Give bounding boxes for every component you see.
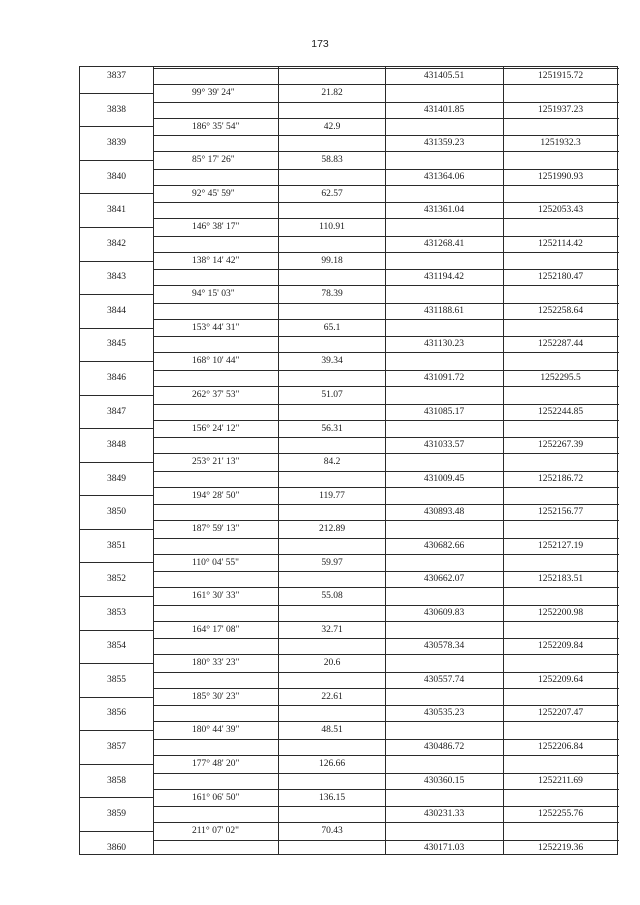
segment-distance: 51.07 — [321, 389, 343, 400]
bearing-angle: 180° 44' 39" — [192, 725, 240, 736]
row-rule — [80, 730, 153, 731]
x-coordinate: 431194.42 — [423, 272, 465, 283]
y-coordinate: 1252180.47 — [537, 272, 584, 283]
row-rule — [153, 252, 619, 253]
row-rule — [153, 571, 619, 572]
y-coordinate: 1251932.3 — [540, 138, 581, 149]
y-coordinate: 1252244.85 — [537, 406, 584, 417]
x-coordinate: 431033.57 — [423, 440, 465, 451]
y-coordinate: 1252255.76 — [537, 809, 584, 820]
row-rule — [153, 487, 619, 488]
row-rule — [80, 126, 153, 127]
row-rule — [80, 663, 153, 664]
y-coordinate: 1251915.72 — [537, 71, 584, 81]
bearing-angle: 186° 35' 54" — [192, 121, 240, 132]
point-number: 3841 — [107, 205, 126, 216]
bearing-angle: 94° 15' 03" — [192, 289, 235, 300]
row-rule — [153, 218, 619, 219]
x-coordinate: 430486.72 — [423, 742, 465, 752]
x-coordinate: 431085.17 — [423, 406, 465, 417]
x-coordinate: 430609.83 — [423, 607, 465, 618]
x-coordinate: 430893.48 — [423, 507, 465, 518]
row-rule — [153, 102, 619, 103]
y-coordinate: 1252258.64 — [537, 305, 584, 316]
row-rule — [153, 352, 619, 353]
point-number: 3860 — [107, 842, 126, 853]
segment-distance: 126.66 — [318, 759, 346, 769]
row-rule — [153, 269, 619, 270]
x-coordinate: 431364.06 — [423, 171, 465, 182]
segment-distance: 42.9 — [323, 121, 341, 132]
row-rule — [80, 160, 153, 161]
x-coordinate: 431091.72 — [423, 372, 465, 383]
segment-distance: 70.43 — [321, 826, 343, 837]
point-number: 3853 — [107, 607, 126, 618]
row-rule — [153, 285, 619, 286]
bearing-angle: 110° 04' 55" — [192, 557, 240, 568]
row-rule — [153, 806, 619, 807]
row-rule — [153, 654, 619, 655]
row-rule — [153, 135, 619, 136]
point-number: 3844 — [107, 305, 126, 316]
row-rule — [153, 336, 619, 337]
bearing-angle: 164° 17' 08" — [192, 624, 240, 635]
segment-distance: 65.1 — [323, 322, 341, 333]
segment-distance: 22.61 — [321, 691, 343, 702]
bearing-angle: 161° 30' 33" — [192, 591, 240, 602]
segment-distance: 20.6 — [323, 658, 341, 669]
row-rule — [80, 93, 153, 94]
bearing-angle: 161° 06' 50" — [192, 792, 240, 803]
y-coordinate: 1252127.19 — [537, 540, 584, 551]
segment-distance: 84.2 — [323, 457, 341, 468]
row-rule — [80, 697, 153, 698]
row-rule — [153, 319, 619, 320]
point-number: 3842 — [107, 238, 126, 249]
bearing-angle: 194° 28' 50" — [192, 490, 240, 501]
row-rule — [80, 529, 153, 530]
row-rule — [80, 596, 153, 597]
x-coordinate: 430662.07 — [423, 574, 465, 585]
row-rule — [153, 621, 619, 622]
y-coordinate: 1252209.84 — [537, 641, 584, 652]
x-coordinate: 431401.85 — [423, 104, 465, 115]
y-coordinate: 1252295.5 — [540, 372, 581, 383]
bearing-angle: 153° 44' 31" — [192, 322, 240, 333]
row-rule — [153, 118, 619, 119]
bearing-angle: 99° 39' 24" — [192, 88, 235, 98]
x-coordinate: 430231.33 — [423, 809, 465, 820]
row-rule — [153, 303, 619, 304]
segment-distance: 21.82 — [321, 88, 343, 98]
row-rule — [80, 395, 153, 396]
bearing-angle: 85° 17' 26" — [192, 155, 235, 166]
row-rule — [153, 471, 619, 472]
point-number: 3837 — [107, 71, 126, 81]
y-coordinate: 1252206.84 — [537, 742, 584, 752]
y-coordinate: 1251937.23 — [537, 104, 584, 115]
y-coordinate: 1252219.36 — [537, 842, 584, 853]
segment-distance: 62.57 — [321, 188, 343, 199]
y-coordinate: 1252211.69 — [538, 775, 583, 786]
segment-distance: 99.18 — [321, 255, 343, 266]
point-number: 3845 — [107, 339, 126, 350]
point-number: 3848 — [107, 440, 126, 451]
bearing-angle: 185° 30' 23" — [192, 691, 240, 702]
y-coordinate: 1252186.72 — [537, 473, 584, 484]
bearing-angle: 262° 37' 53" — [192, 389, 240, 400]
row-rule — [153, 840, 619, 841]
row-rule — [153, 84, 619, 85]
segment-distance: 78.39 — [321, 289, 343, 300]
row-rule — [153, 420, 619, 421]
row-rule — [153, 672, 619, 673]
y-coordinate: 1252200.98 — [537, 607, 584, 618]
row-rule — [153, 688, 619, 689]
row-rule — [153, 520, 619, 521]
segment-distance: 55.08 — [321, 591, 343, 602]
row-rule — [153, 705, 619, 706]
row-rule — [153, 404, 619, 405]
row-rule — [153, 755, 619, 756]
x-coordinate: 430578.34 — [423, 641, 465, 652]
point-number: 3839 — [107, 138, 126, 149]
x-coordinate: 431268.41 — [423, 238, 465, 249]
segment-distance: 32.71 — [321, 624, 343, 635]
row-rule — [153, 169, 619, 170]
y-coordinate: 1252287.44 — [537, 339, 584, 350]
row-rule — [153, 721, 619, 722]
point-number: 3854 — [107, 641, 126, 652]
row-rule — [80, 261, 153, 262]
y-coordinate: 1252267.39 — [537, 440, 584, 451]
segment-distance: 56.31 — [321, 423, 343, 434]
y-coordinate: 1252114.42 — [538, 238, 583, 249]
row-rule — [153, 739, 619, 740]
y-coordinate: 1252053.43 — [537, 205, 584, 216]
row-rule — [80, 227, 153, 228]
page-number: 173 — [311, 38, 329, 50]
row-rule — [153, 587, 619, 588]
point-number: 3856 — [107, 708, 126, 719]
x-coordinate: 430557.74 — [423, 674, 465, 685]
row-rule — [153, 151, 619, 152]
bearing-angle: 146° 38' 17" — [192, 222, 240, 233]
segment-distance: 110.91 — [319, 222, 345, 233]
row-rule — [80, 428, 153, 429]
row-rule — [153, 504, 619, 505]
bearing-angle: 211° 07' 02" — [192, 826, 240, 837]
x-coordinate: 431009.45 — [423, 473, 465, 484]
point-number: 3859 — [107, 809, 126, 820]
point-number: 3838 — [107, 104, 126, 115]
bearing-angle: 253° 21' 13" — [192, 457, 240, 468]
row-rule — [153, 453, 619, 454]
x-coordinate: 431359.23 — [423, 138, 465, 149]
row-rule — [80, 328, 153, 329]
point-number: 3840 — [107, 171, 126, 182]
row-rule — [153, 605, 619, 606]
segment-distance: 39.34 — [321, 356, 343, 367]
x-coordinate: 430360.15 — [423, 775, 465, 786]
point-number: 3858 — [107, 775, 126, 786]
row-rule — [153, 789, 619, 790]
row-rule — [80, 831, 153, 832]
row-rule — [153, 822, 619, 823]
segment-distance: 58.83 — [321, 155, 343, 166]
row-rule — [80, 495, 153, 496]
x-coordinate: 430171.03 — [423, 842, 465, 853]
x-coordinate: 430682.66 — [423, 540, 465, 551]
bearing-angle: 168° 10' 44" — [192, 356, 240, 367]
row-rule — [80, 630, 153, 631]
row-rule — [153, 538, 619, 539]
row-rule — [153, 437, 619, 438]
bearing-angle: 177° 48' 20" — [192, 759, 240, 769]
row-rule — [80, 462, 153, 463]
point-number: 3851 — [107, 540, 126, 551]
row-rule — [80, 294, 153, 295]
row-rule — [153, 554, 619, 555]
bearing-angle: 156° 24' 12" — [192, 423, 240, 434]
segment-distance: 119.77 — [319, 490, 345, 501]
row-rule — [80, 562, 153, 563]
point-number: 3843 — [107, 272, 126, 283]
y-coordinate: 1252156.77 — [537, 507, 584, 518]
segment-distance: 212.89 — [318, 524, 346, 535]
point-number: 3857 — [107, 742, 126, 752]
segment-distance: 136.15 — [318, 792, 346, 803]
row-rule — [80, 764, 153, 765]
y-coordinate: 1251990.93 — [537, 171, 584, 182]
coordinate-table — [79, 66, 618, 855]
row-rule — [80, 361, 153, 362]
row-rule — [153, 773, 619, 774]
bearing-angle: 180° 33' 23" — [192, 658, 240, 669]
x-coordinate: 430535.23 — [423, 708, 465, 719]
y-coordinate: 1252207.47 — [537, 708, 584, 719]
row-rule — [153, 185, 619, 186]
row-rule — [153, 386, 619, 387]
x-coordinate: 431361.04 — [423, 205, 465, 216]
row-rule — [153, 370, 619, 371]
row-rule — [153, 202, 619, 203]
row-rule — [153, 68, 619, 69]
bearing-angle: 138° 14' 42" — [192, 255, 240, 266]
x-coordinate: 431188.61 — [423, 305, 465, 316]
row-rule — [153, 236, 619, 237]
point-number: 3852 — [107, 574, 126, 585]
x-coordinate: 431130.23 — [423, 339, 465, 350]
bearing-angle: 92° 45' 59" — [192, 188, 235, 199]
y-coordinate: 1252209.64 — [537, 674, 584, 685]
point-number: 3847 — [107, 406, 126, 417]
row-rule — [153, 638, 619, 639]
point-number: 3850 — [107, 507, 126, 518]
segment-distance: 48.51 — [321, 725, 343, 736]
bearing-angle: 187° 59' 13" — [192, 524, 240, 535]
segment-distance: 59.97 — [321, 557, 343, 568]
point-number: 3855 — [107, 674, 126, 685]
x-coordinate: 431405.51 — [423, 71, 465, 81]
row-rule — [80, 797, 153, 798]
point-number: 3849 — [107, 473, 126, 484]
y-coordinate: 1252183.51 — [537, 574, 584, 585]
point-number: 3846 — [107, 372, 126, 383]
row-rule — [80, 193, 153, 194]
